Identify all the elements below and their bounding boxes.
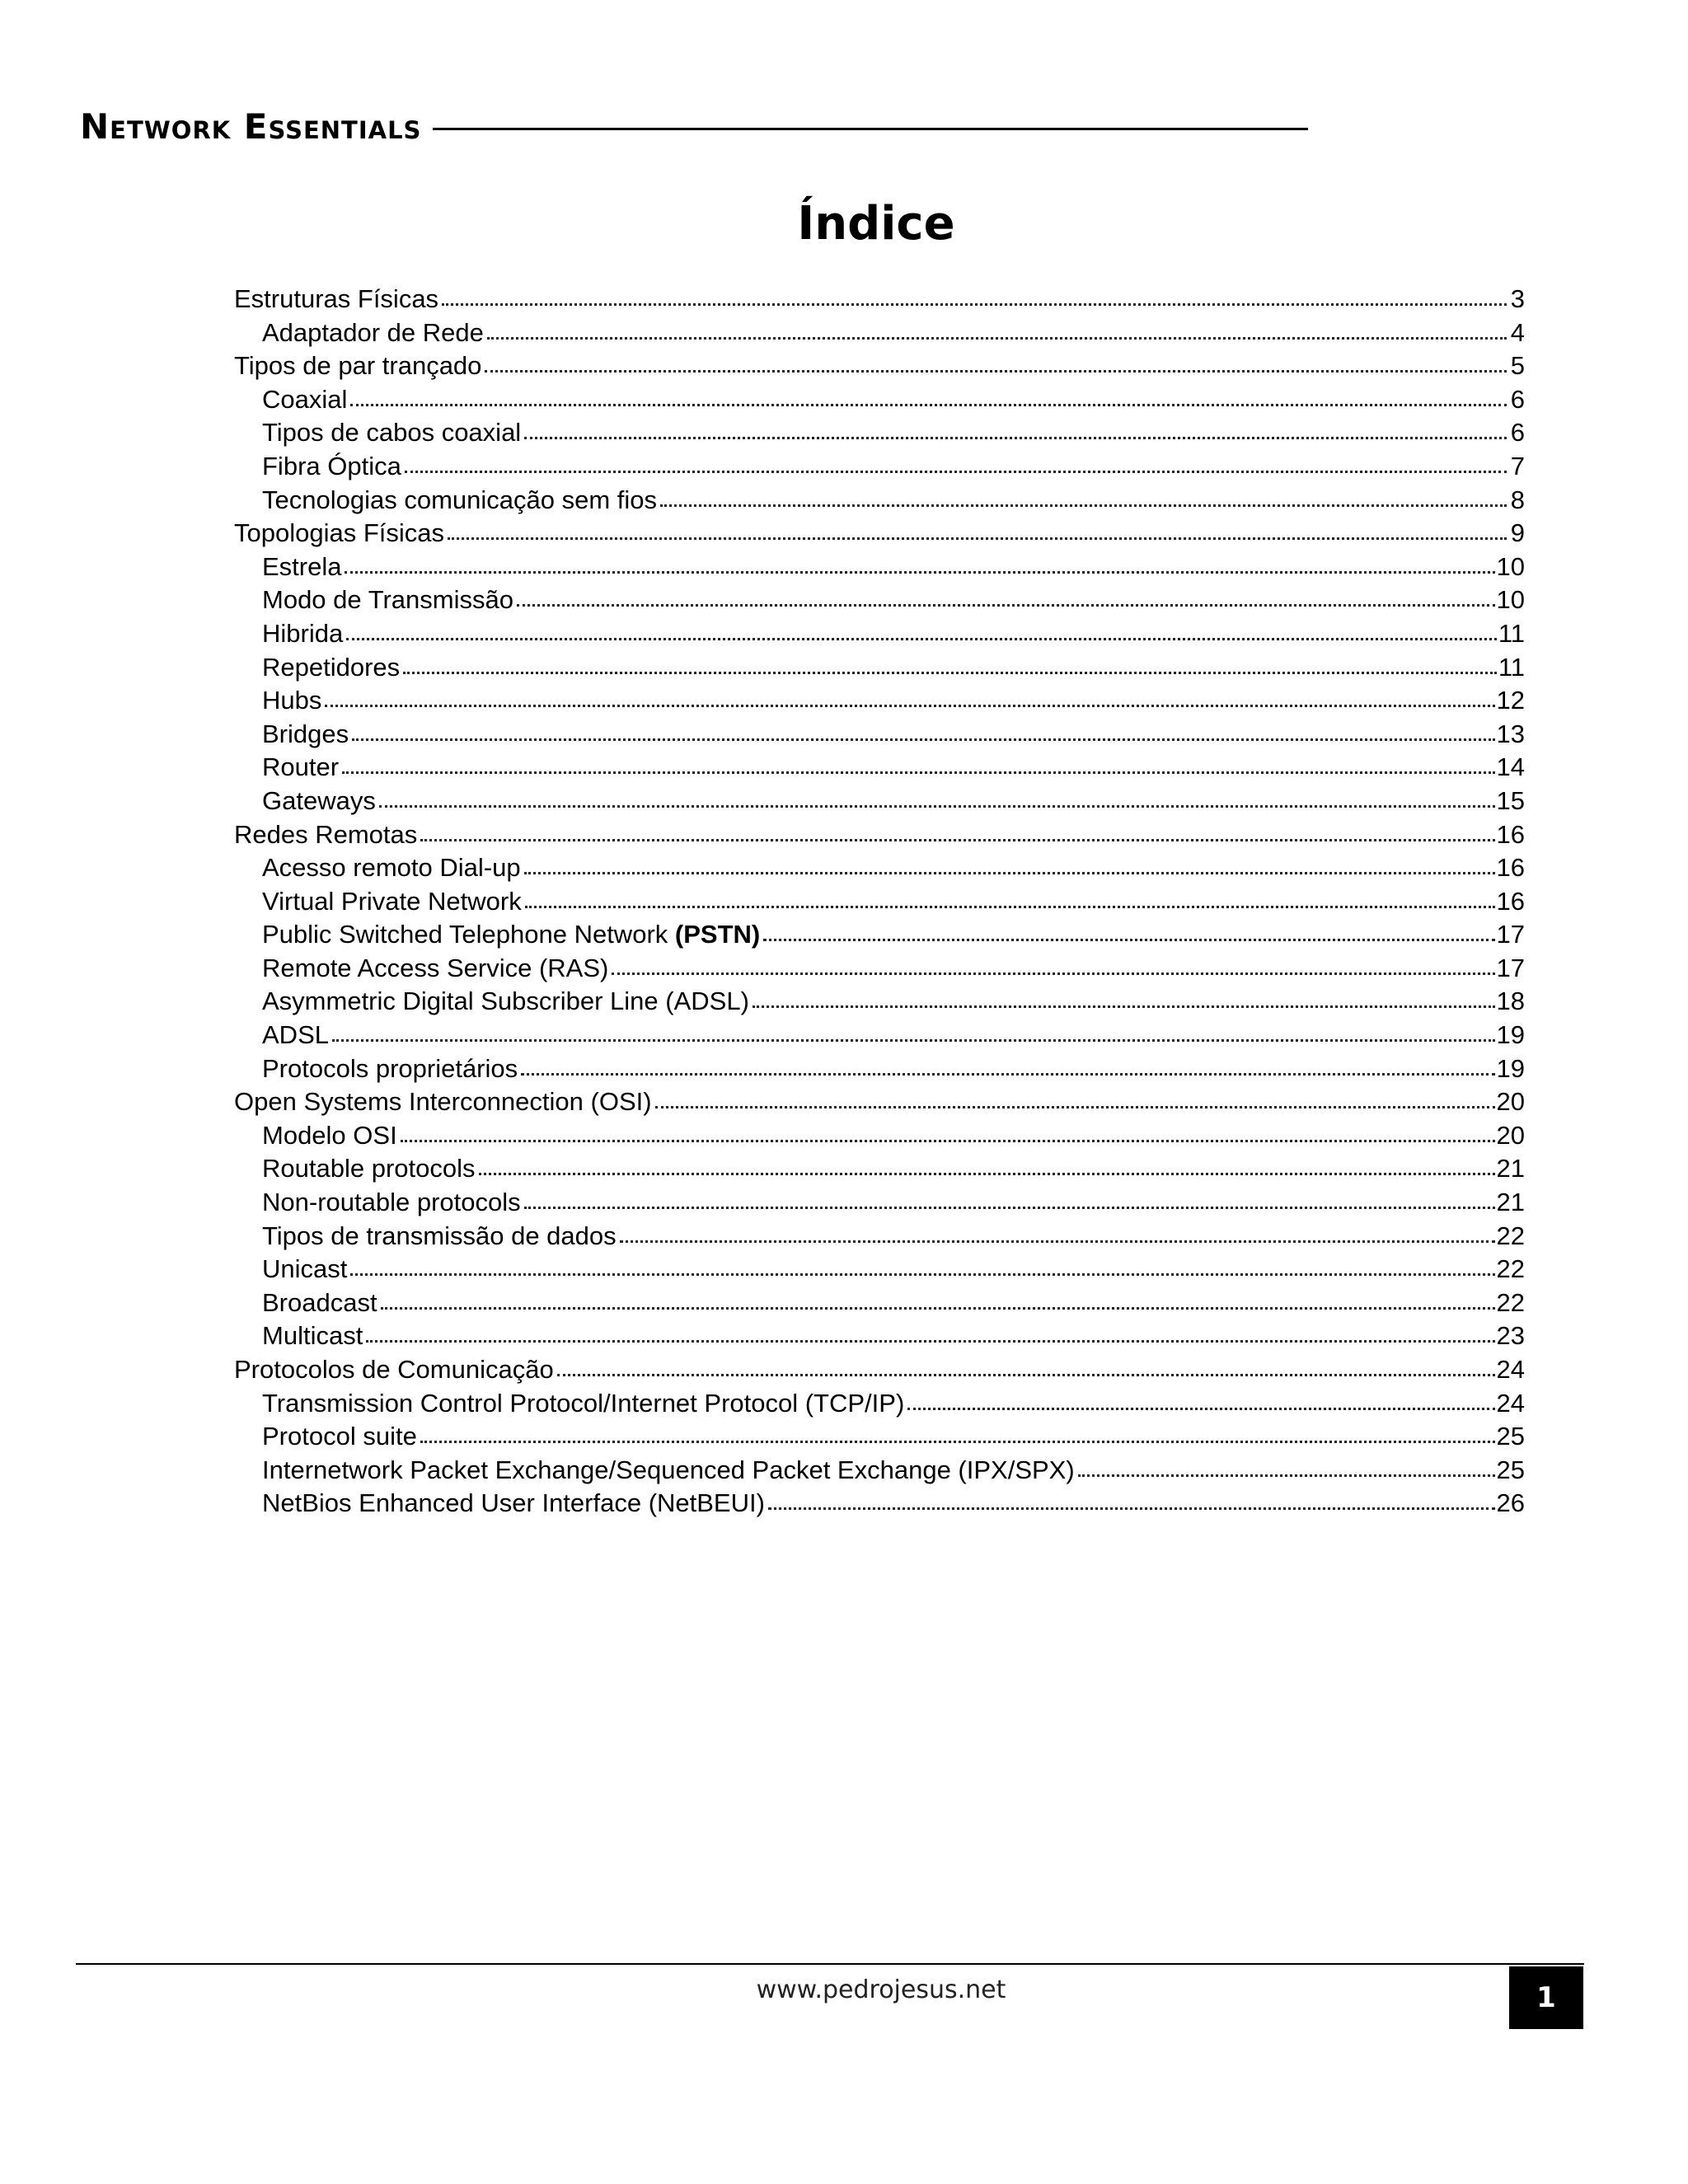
toc-entry-label: Estrela	[262, 551, 342, 581]
toc-entry[interactable]	[234, 383, 1525, 417]
toc-entry[interactable]	[234, 684, 1525, 718]
toc-dot-leader	[403, 651, 1497, 676]
toc-entry-page: 19	[1496, 1053, 1525, 1083]
toc-dot-leader	[763, 918, 1494, 943]
toc-dot-leader	[479, 1152, 1495, 1177]
toc-entry-label: Bridges	[262, 719, 349, 748]
toc-entry-page: 12	[1496, 686, 1525, 715]
toc-entry-label: Redes Remotas	[234, 819, 418, 849]
toc-dot-leader	[325, 684, 1494, 709]
toc-entry[interactable]	[234, 818, 1525, 852]
footer-rule	[76, 1963, 1584, 1965]
page-number-badge: 1	[1509, 1966, 1583, 2029]
running-header	[80, 104, 1308, 150]
toc-entry-page: 6	[1510, 384, 1525, 414]
toc-dot-leader	[442, 283, 1507, 307]
toc-dot-leader	[448, 517, 1507, 541]
toc-entry[interactable]	[234, 1454, 1525, 1488]
toc-dot-leader	[420, 1420, 1495, 1445]
toc-entry[interactable]	[234, 651, 1525, 685]
toc-entry-label: Transmission Control Protocol/Internet Protocol (TCP/IP)	[262, 1388, 905, 1418]
toc-entry-page: 25	[1496, 1455, 1525, 1484]
toc-entry[interactable]	[234, 1353, 1525, 1387]
toc-entry-page: 13	[1496, 719, 1525, 748]
toc-entry-label: Coaxial	[262, 384, 348, 414]
toc-dot-leader	[753, 985, 1495, 1010]
toc-entry[interactable]	[234, 1186, 1525, 1220]
toc-entry[interactable]	[234, 1052, 1525, 1086]
toc-dot-leader	[517, 583, 1495, 608]
toc-dot-leader	[612, 952, 1494, 977]
toc-entry[interactable]	[234, 450, 1525, 484]
toc-entry-page: 22	[1496, 1287, 1525, 1317]
toc-entry[interactable]	[234, 1152, 1525, 1186]
toc-entry-label: Protocolos de Comunicação	[234, 1355, 554, 1384]
toc-dot-leader	[524, 851, 1495, 876]
toc-entry[interactable]	[234, 617, 1525, 651]
header-rule	[433, 128, 1308, 130]
toc-entry-label: Non-routable protocols	[262, 1188, 521, 1217]
toc-entry-page: 19	[1496, 1020, 1525, 1050]
toc-dot-leader	[620, 1220, 1495, 1244]
toc-entry[interactable]	[234, 885, 1525, 919]
toc-entry-page: 23	[1496, 1321, 1525, 1351]
toc-dot-leader	[525, 885, 1495, 910]
toc-entry-page: 24	[1496, 1388, 1525, 1418]
toc-entry-page: 18	[1496, 987, 1525, 1016]
toc-entry[interactable]	[234, 316, 1525, 350]
toc-entry[interactable]	[234, 851, 1525, 885]
toc-entry[interactable]	[234, 952, 1525, 986]
toc-entry-label: Fibra Óptica	[262, 451, 401, 480]
toc-entry[interactable]	[234, 1420, 1525, 1454]
toc-entry[interactable]	[234, 1319, 1525, 1353]
toc-dot-leader	[768, 1487, 1495, 1511]
toc-entry[interactable]	[234, 1119, 1525, 1153]
toc-entry-page: 4	[1510, 317, 1525, 347]
toc-entry-page: 22	[1496, 1254, 1525, 1284]
toc-entry[interactable]	[234, 283, 1525, 316]
toc-entry[interactable]	[234, 1387, 1525, 1421]
toc-entry-label: Internetwork Packet Exchange/Sequenced Packet Exchange (IPX/SPX)	[262, 1455, 1075, 1484]
toc-dot-leader	[366, 1319, 1494, 1344]
toc-entry-label: Protocol suite	[262, 1422, 417, 1451]
toc-dot-leader	[405, 450, 1507, 475]
toc-entry-label: Routable protocols	[262, 1154, 476, 1183]
toc-dot-leader	[557, 1353, 1495, 1378]
toc-dot-leader	[1078, 1454, 1495, 1479]
toc-dot-leader	[332, 1019, 1495, 1043]
toc-entry[interactable]	[234, 751, 1525, 785]
toc-entry[interactable]	[234, 551, 1525, 584]
toc-dot-leader	[485, 349, 1507, 374]
toc-dot-leader	[524, 416, 1507, 441]
toc-entry-page: 21	[1496, 1188, 1525, 1217]
toc-entry-label: Gateways	[262, 785, 376, 815]
toc-entry-page: 15	[1496, 785, 1525, 815]
toc-entry-label: Unicast	[262, 1254, 348, 1284]
toc-entry[interactable]	[234, 718, 1525, 752]
toc-dot-leader	[379, 785, 1495, 809]
toc-entry-page: 11	[1498, 652, 1525, 682]
toc-entry-label: Public Switched Telephone Network (PSTN)	[262, 920, 761, 949]
toc-dot-leader	[381, 1286, 1495, 1311]
toc-entry-label: Acesso remoto Dial-up	[262, 853, 521, 883]
toc-dot-leader	[350, 1253, 1494, 1277]
toc-dot-leader	[346, 617, 1497, 642]
toc-entry-label: Modo de Transmissão	[262, 585, 513, 615]
header-title: Network Essentials	[80, 106, 422, 147]
toc-entry-page: 6	[1510, 418, 1525, 448]
toc-entry[interactable]	[234, 484, 1525, 518]
toc-entry-label: Adaptador de Rede	[262, 317, 484, 347]
toc-entry[interactable]	[234, 1085, 1525, 1119]
toc-entry-page: 25	[1496, 1422, 1525, 1451]
toc-dot-leader	[907, 1387, 1494, 1412]
toc-entry-label: Tecnologias comunicação sem fios	[262, 485, 658, 514]
toc-entry-label: Router	[262, 752, 340, 782]
toc-entry-page: 7	[1510, 451, 1525, 480]
toc-entry[interactable]	[234, 1220, 1525, 1254]
toc-entry-page: 14	[1496, 752, 1525, 782]
toc-entry[interactable]	[234, 1019, 1525, 1052]
toc-entry-label: Remote Access Service (RAS)	[262, 953, 609, 982]
toc-entry-page: 21	[1496, 1154, 1525, 1183]
toc-dot-leader	[350, 383, 1507, 408]
toc-entry-label: Hibrida	[262, 618, 344, 648]
toc-entry-page: 9	[1510, 518, 1525, 548]
page-title: Índice	[797, 197, 955, 251]
toc-entry-page: 17	[1496, 953, 1525, 982]
toc-entry-label: Multicast	[262, 1321, 363, 1351]
toc-entry-page: 20	[1496, 1120, 1525, 1150]
toc-entry-label: Tipos de cabos coaxial	[262, 418, 522, 448]
toc-dot-leader	[521, 1052, 1494, 1077]
toc-entry-label: Estruturas Físicas	[234, 284, 439, 313]
toc-entry-page: 8	[1510, 485, 1525, 514]
toc-entry-page: 3	[1510, 284, 1525, 313]
toc-entry-page: 11	[1498, 618, 1525, 648]
toc-dot-leader	[660, 484, 1507, 509]
toc-entry-page: 22	[1496, 1221, 1525, 1250]
toc-dot-leader	[655, 1085, 1495, 1110]
toc-entry[interactable]	[234, 918, 1525, 952]
toc-entry-page: 10	[1496, 585, 1525, 615]
toc-entry-label: Tipos de transmissão de dados	[262, 1221, 617, 1250]
toc-entry-label: ADSL	[262, 1020, 329, 1050]
toc-entry-label: Virtual Private Network	[262, 886, 522, 916]
toc-entry-label: Hubs	[262, 686, 322, 715]
toc-dot-leader	[345, 551, 1494, 575]
toc-entry-page: 16	[1496, 853, 1525, 883]
toc-entry-label: Repetidores	[262, 652, 401, 682]
toc-entry-page: 24	[1496, 1355, 1525, 1384]
toc-entry-label: Topologias Físicas	[234, 518, 445, 548]
toc-entry-label: Protocols proprietários	[262, 1053, 518, 1083]
toc-entry[interactable]	[234, 785, 1525, 818]
toc-dot-leader	[352, 718, 1494, 743]
toc-entry-page: 10	[1496, 551, 1525, 581]
toc-dot-leader	[342, 751, 1494, 776]
toc-entry[interactable]	[234, 583, 1525, 617]
toc-entry-label: Broadcast	[262, 1287, 377, 1317]
toc-dot-leader	[420, 818, 1494, 843]
toc-entry-page: 20	[1496, 1087, 1525, 1117]
toc-entry-page: 26	[1496, 1488, 1525, 1518]
toc-entry[interactable]	[234, 517, 1525, 551]
toc-entry[interactable]	[234, 1253, 1525, 1286]
toc-entry-label: Tipos de par trançado	[234, 351, 482, 381]
toc-entry-page: 16	[1496, 819, 1525, 849]
toc-dot-leader	[487, 316, 1507, 341]
toc-entry-page: 16	[1496, 886, 1525, 916]
toc-entry-label: NetBios Enhanced User Interface (NetBEUI)	[262, 1488, 765, 1518]
toc-entry-label: Asymmetric Digital Subscriber Line (ADSL)	[262, 987, 749, 1016]
toc-entry[interactable]	[234, 349, 1525, 383]
toc-entry[interactable]	[234, 1286, 1525, 1320]
toc-entry-label: Open Systems Interconnection (OSI)	[234, 1087, 652, 1117]
toc-entry[interactable]	[234, 416, 1525, 450]
toc-entry[interactable]	[234, 985, 1525, 1019]
toc-entry-page: 17	[1496, 920, 1525, 949]
footer-url: www.pedrojesus.net	[756, 1975, 1006, 2004]
toc-dot-leader	[524, 1186, 1495, 1211]
toc-entry-label: Modelo OSI	[262, 1120, 397, 1150]
toc-dot-leader	[401, 1119, 1495, 1144]
table-of-contents	[234, 283, 1525, 1521]
toc-entry-page: 5	[1510, 351, 1525, 381]
toc-entry[interactable]	[234, 1487, 1525, 1521]
